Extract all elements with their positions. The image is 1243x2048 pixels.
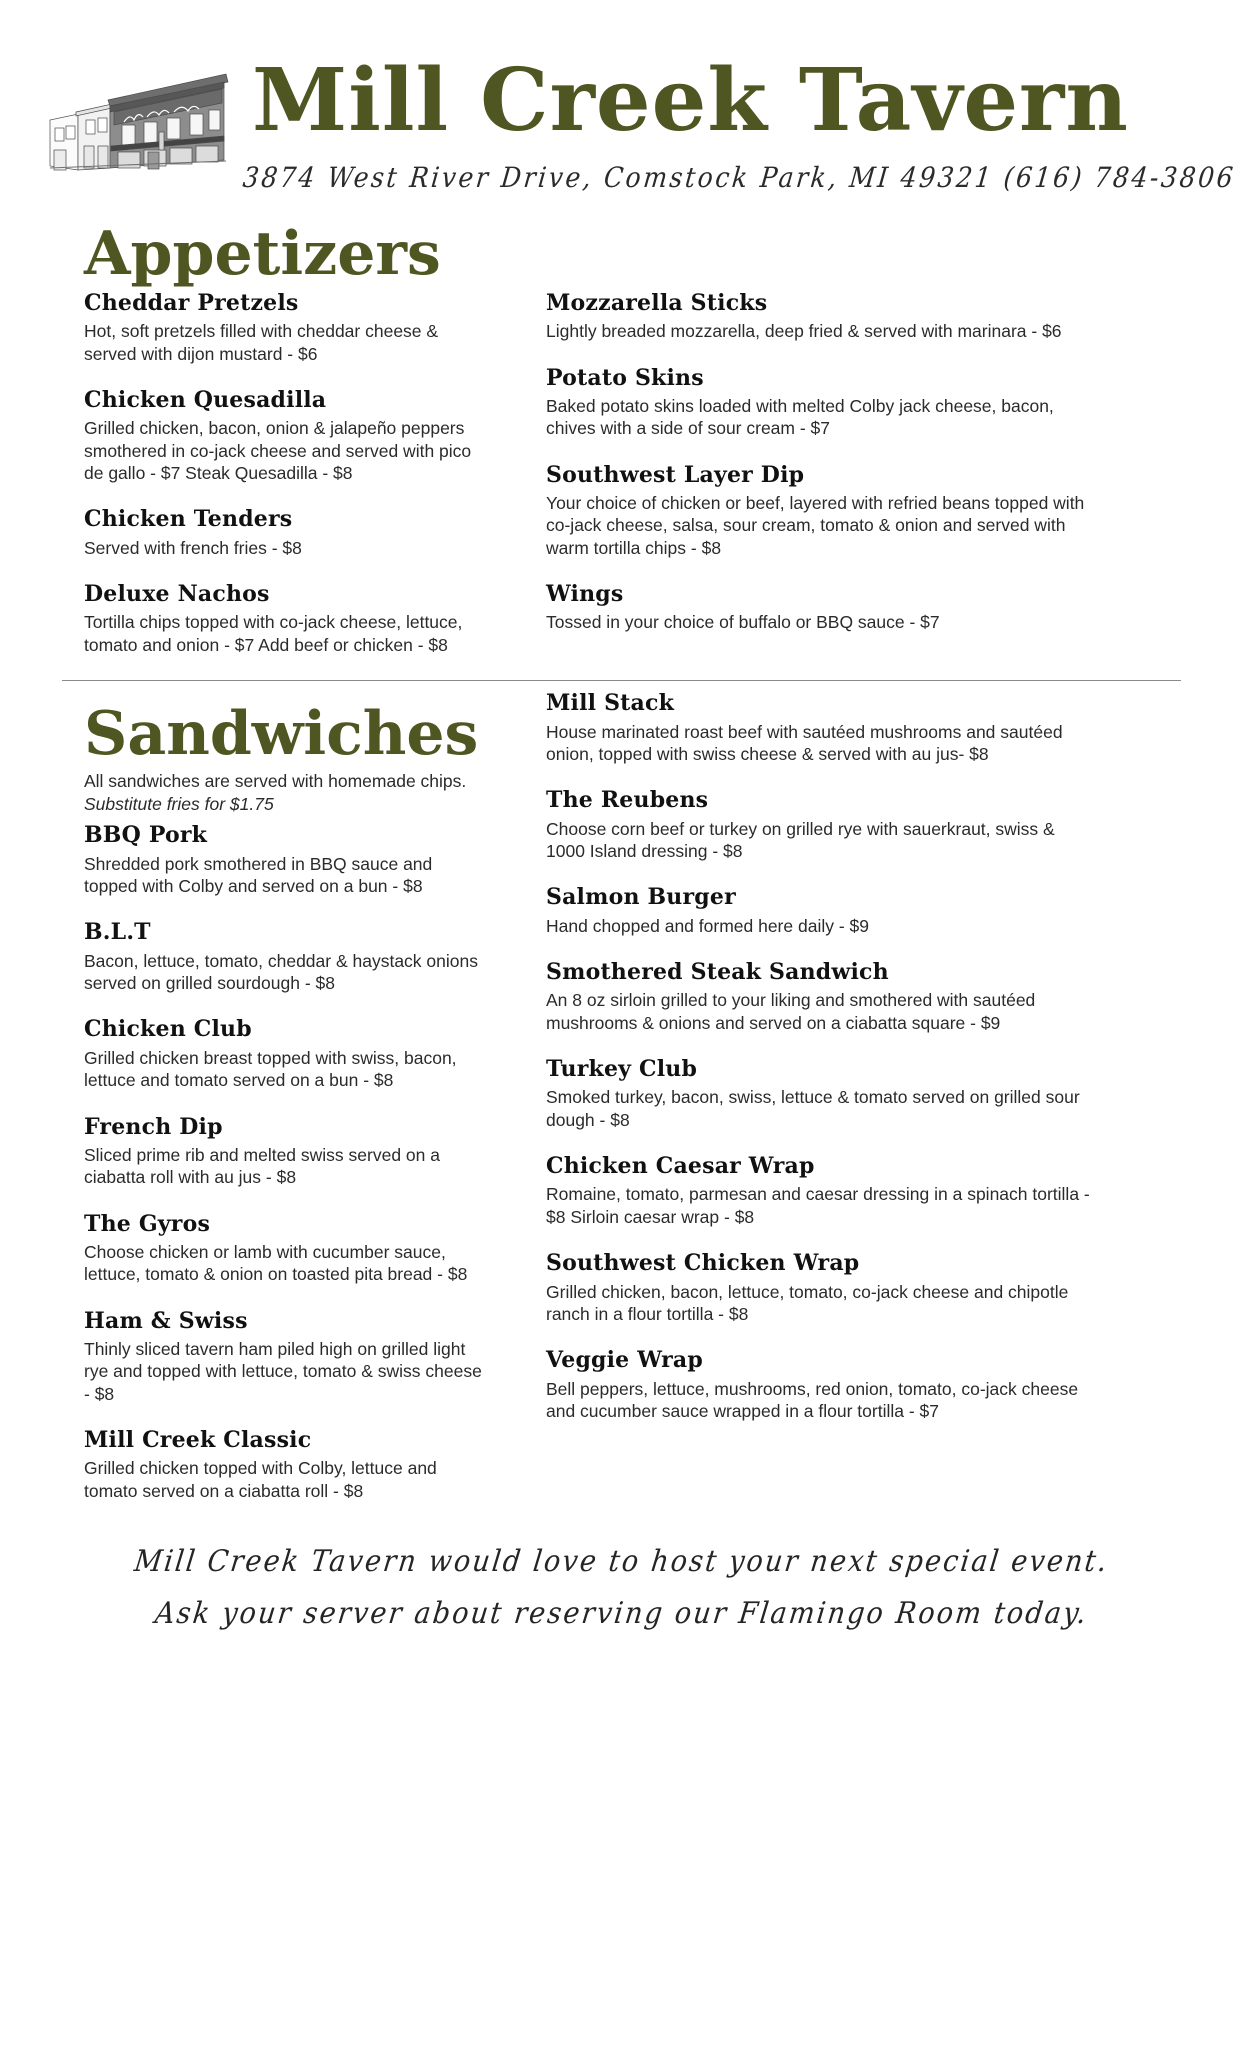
menu-item-name: The Gyros: [84, 1210, 211, 1237]
menu-item: [546, 959, 1094, 1034]
menu-item-description: Grilled chicken breast topped with swiss, bacon, lettuce and tomato served on a bun - $8: [84, 1047, 457, 1091]
menu-item-description: Grilled chicken, bacon, lettuce, tomato, co-jack cheese and chipotle ranch in a flour tortilla - $8: [546, 1281, 1069, 1324]
menu-item-name: Veggie Wrap: [546, 1347, 703, 1374]
menu-item-name: Mill Creek Classic: [84, 1427, 312, 1454]
footer-message-line-1: Mill Creek Tavern would love to host your next special event.: [132, 1544, 1111, 1579]
menu-item: [546, 1347, 1094, 1422]
menu-item: [84, 506, 486, 559]
menu-item-description: Served with french fries - $8: [84, 537, 302, 558]
menu-item-name: Deluxe Nachos: [84, 581, 270, 608]
menu-item: [84, 387, 486, 484]
menu-item: [84, 1308, 486, 1405]
appetizers-left-column: [62, 290, 494, 656]
menu-item-name: Chicken Quesadilla: [84, 387, 327, 414]
section-title-sandwiches: Sandwiches: [84, 699, 479, 770]
menu-item: [546, 1153, 1094, 1228]
menu-item-description: Tossed in your choice of buffalo or BBQ sauce - $7: [546, 612, 940, 633]
menu-item: [546, 690, 1094, 765]
menu-item-description: Choose corn beef or turkey on grilled rye with sauerkraut, swiss & 1000 Island dressing - $8: [546, 818, 1055, 862]
menu-item: [546, 365, 1094, 440]
menu-item-name: Cheddar Pretzels: [84, 290, 299, 316]
menu-item-name: Smothered Steak Sandwich: [546, 959, 889, 986]
menu-item: [84, 919, 486, 994]
menu-item: [546, 1250, 1094, 1325]
menu-item-description: House marinated roast beef with sautéed mushrooms and sautéed onion, topped with swiss cheese & served with au jus- $8: [546, 721, 1063, 765]
section-divider: [62, 680, 1181, 681]
menu-item: [546, 290, 1094, 343]
restaurant-name-title: Mill Creek Tavern: [252, 50, 1129, 151]
menu-item: [546, 462, 1094, 559]
menu-item-name: BBQ Pork: [84, 822, 208, 849]
menu-item: [84, 290, 486, 365]
menu-item-name: Mill Stack: [546, 690, 675, 717]
menu-item: [84, 822, 486, 897]
appetizers-columns: [62, 290, 1181, 656]
menu-item-description: Baked potato skins loaded with melted Colby jack cheese, bacon, chives with a side of sour cream - $7: [546, 395, 1054, 439]
menu-footer: [0, 1536, 1243, 1640]
menu-item-name: The Reubens: [546, 787, 709, 814]
menu-item-name: Salmon Burger: [546, 884, 736, 911]
menu-item-description: Smoked turkey, bacon, swiss, lettuce & tomato served on grilled sour dough - $8: [546, 1087, 1080, 1130]
menu-item-description: Lightly breaded mozzarella, deep fried & served with marinara - $6: [546, 321, 1062, 342]
menu-item-description: Grilled chicken, bacon, onion & jalapeño peppers smothered in co-jack cheese and served with pico de gallo - $7 Steak Quesadilla - $8: [84, 418, 472, 484]
menu-item-name: French Dip: [84, 1113, 223, 1140]
sandwiches-right-column: [546, 690, 1094, 1422]
menu-item-description: An 8 oz sirloin grilled to your liking and smothered with sautéed mushrooms & onions and served on a ciabatta square - $9: [546, 990, 1036, 1033]
footer-message-line-2: Ask your server about reserving our Flamingo Room today.: [153, 1596, 1090, 1631]
menu-item-name: Chicken Tenders: [84, 506, 293, 533]
menu-item: [546, 581, 1094, 634]
menu-item: [84, 1016, 486, 1091]
menu-item-name: Southwest Chicken Wrap: [546, 1250, 860, 1277]
menu-item-description: Your choice of chicken or beef, layered with refried beans topped with co-jack cheese, salsa, sour cream, tomato & onion and served with warm tortilla chips - $8: [546, 492, 1085, 558]
menu-item: [84, 581, 486, 656]
menu-item-description: Thinly sliced tavern ham piled high on grilled light rye and topped with lettuce, tomato & swiss cheese - $8: [84, 1338, 482, 1404]
menu-item-description: Bacon, lettuce, tomato, cheddar & haystack onions served on grilled sourdough - $8: [84, 950, 478, 994]
section-appetizers: [0, 219, 1243, 656]
menu-item: [84, 1427, 486, 1502]
menu-item-description: Tortilla chips topped with co-jack cheese, lettuce, tomato and onion - $7 Add beef or chicken - $8: [84, 612, 463, 655]
appetizers-right-column: [546, 290, 1094, 634]
menu-item-name: B.L.T: [84, 919, 151, 946]
menu-item-description: Hand chopped and formed here daily - $9: [546, 915, 869, 936]
menu-item: [84, 1211, 486, 1286]
menu-item-name: Southwest Layer Dip: [546, 461, 805, 488]
menu-item: [84, 1114, 486, 1189]
menu-item-name: Wings: [546, 581, 624, 608]
menu-item-description: Grilled chicken topped with Colby, lettuce and tomato served on a ciabatta roll - $8: [84, 1458, 437, 1501]
menu-item-description: Shredded pork smothered in BBQ sauce and topped with Colby and served on a bun - $8: [84, 853, 433, 897]
menu-item-description: Hot, soft pretzels filled with cheddar cheese & served with dijon mustard - $6: [84, 321, 439, 364]
address-and-phone: 3874 West River Drive, Comstock Park, MI 49321 (616) 784-3806: [241, 161, 1237, 194]
sandwiches-note-line2: Substitute fries for $1.75: [84, 794, 274, 815]
sandwiches-left-column: [62, 822, 494, 1502]
menu-item-name: Chicken Caesar Wrap: [546, 1153, 815, 1180]
menu-item: [546, 1056, 1094, 1131]
menu-item-name: Mozzarella Sticks: [546, 290, 768, 316]
menu-item-description: Choose chicken or lamb with cucumber sauce, lettuce, tomato & onion on toasted pita bread - $8: [84, 1241, 468, 1285]
menu-item-description: Romaine, tomato, parmesan and caesar dressing in a spinach tortilla - $8 Sirloin caesar wrap - $8: [546, 1184, 1090, 1227]
sandwiches-note-line1: All sandwiches are served with homemade chips.: [84, 771, 467, 792]
menu-header: [0, 0, 1243, 205]
menu-item-name: Potato Skins: [546, 364, 704, 391]
menu-item-description: Sliced prime rib and melted swiss served on a ciabatta roll with au jus - $8: [84, 1144, 440, 1188]
menu-item-name: Turkey Club: [546, 1056, 698, 1083]
section-title-appetizers: Appetizers: [84, 219, 441, 289]
section-sandwiches: [0, 690, 1243, 1502]
menu-item-name: Chicken Club: [84, 1016, 252, 1043]
tavern-building-logo-icon: [48, 62, 244, 172]
menu-item-description: Bell peppers, lettuce, mushrooms, red onion, tomato, co-jack cheese and cucumber sauce wrapped in a flour tortilla - $7: [546, 1378, 1079, 1421]
menu-item: [546, 787, 1094, 862]
menu-item: [546, 884, 1094, 937]
menu-item-name: Ham & Swiss: [84, 1307, 248, 1334]
